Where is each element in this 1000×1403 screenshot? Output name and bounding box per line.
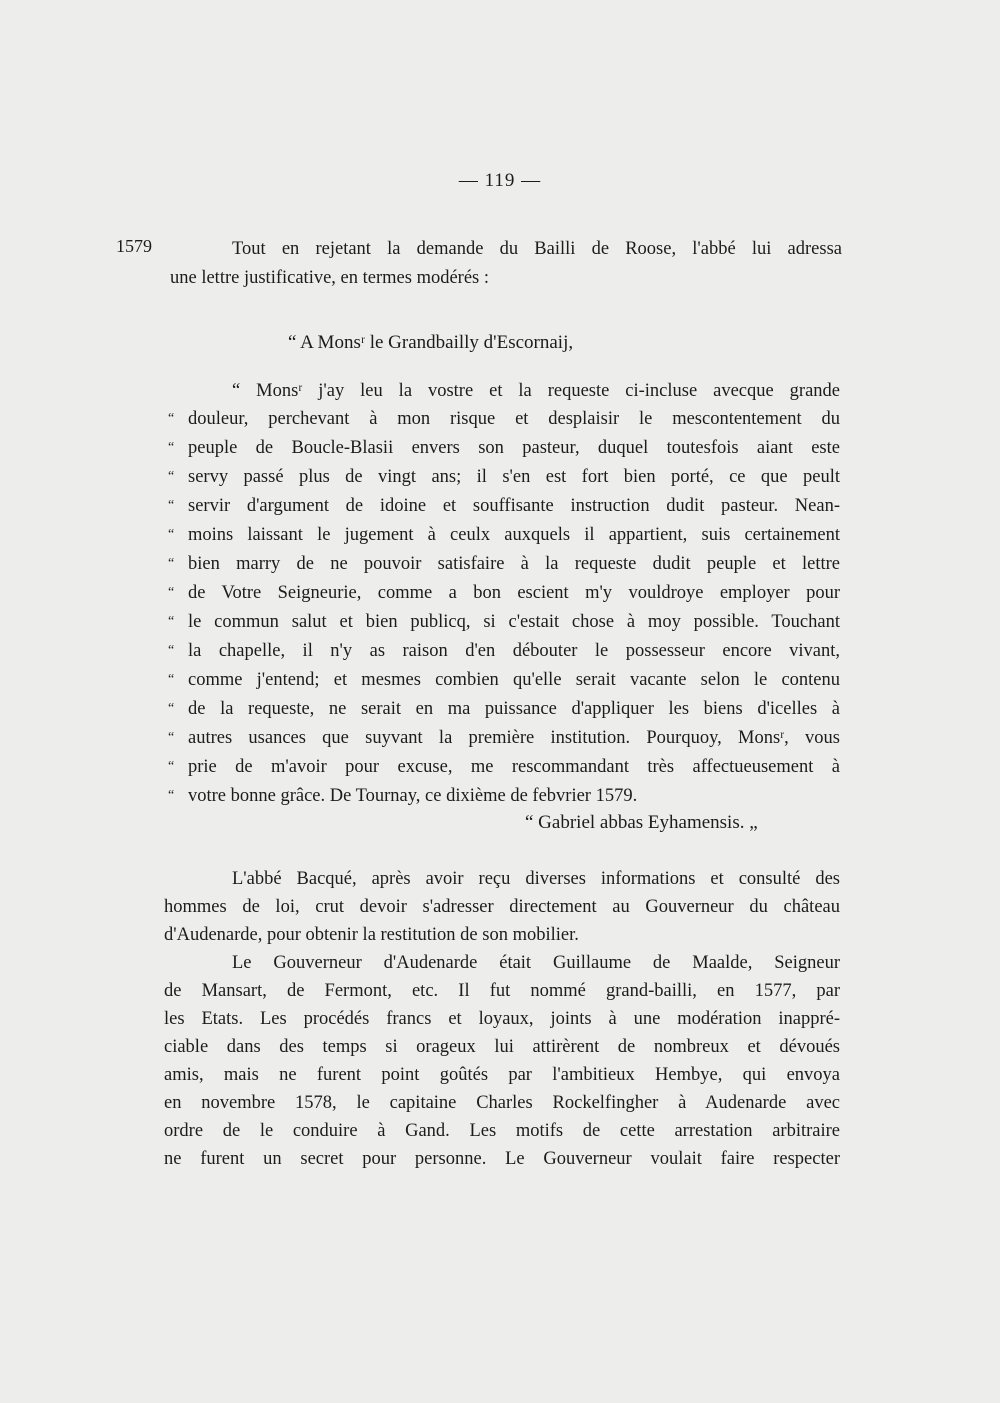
paragraph3-line-1: Le Gouverneur d'Audenarde était Guillaume de Maalde, Seigneur bbox=[232, 953, 840, 973]
paragraph2-line-1: L'abbé Bacqué, après avoir reçu diverses informations et consulté des bbox=[232, 869, 840, 889]
quote-mark: “ bbox=[168, 498, 175, 513]
quote-mark: “ bbox=[168, 759, 175, 774]
quote-mark: “ bbox=[168, 556, 175, 571]
letter-line-13: autres usances que suyvant la première institution. Pourquoy, Monsʳ, vous bbox=[188, 728, 840, 748]
letter-line-10: la chapelle, il n'y as raison d'en débouter le possesseur encore vivant, bbox=[188, 641, 840, 661]
quote-mark: “ bbox=[168, 585, 175, 600]
quote-mark: “ bbox=[168, 643, 175, 658]
paragraph3-line-2: de Mansart, de Fermont, etc. Il fut nommé grand-bailli, en 1577, par bbox=[164, 981, 840, 1001]
paragraph3-line-4: ciable dans des temps si orageux lui attirèrent de nombreux et dévoués bbox=[164, 1037, 840, 1057]
paragraph3-line-8: ne furent un secret pour personne. Le Gouverneur voulait faire respecter bbox=[164, 1149, 840, 1169]
page-number: — 119 — bbox=[458, 170, 542, 191]
paragraph3-line-6: en novembre 1578, le capitaine Charles Rockelfingher à Audenarde avec bbox=[164, 1093, 840, 1113]
letter-signature: “ Gabriel abbas Eyhamensis. „ bbox=[525, 812, 758, 833]
quote-mark: “ bbox=[168, 527, 175, 542]
intro-line-1: Tout en rejetant la demande du Bailli de Roose, l'abbé lui adressa bbox=[232, 239, 842, 259]
quote-mark: “ bbox=[168, 672, 175, 687]
letter-line-9: le commun salut et bien publicq, si c'estait chose à moy possible. Touchant bbox=[188, 612, 840, 632]
paragraph3-line-5: amis, mais ne furent point goûtés par l'ambitieux Hembye, qui envoya bbox=[164, 1065, 840, 1085]
quote-mark: “ bbox=[168, 788, 175, 803]
letter-line-1: “ Monsʳ j'ay leu la vostre et la requeste ci-incluse avecque grande bbox=[232, 381, 840, 401]
letter-line-4: servy passé plus de vingt ans; il s'en est fort bien porté, ce que peult bbox=[188, 467, 840, 487]
quote-mark: “ bbox=[168, 730, 175, 745]
letter-line-15: votre bonne grâce. De Tournay, ce dixième de febvrier 1579. bbox=[188, 786, 638, 806]
quote-mark: “ bbox=[168, 469, 175, 484]
quote-mark: “ bbox=[168, 614, 175, 629]
paragraph3-line-3: les Etats. Les procédés francs et loyaux, joints à une modération inappré- bbox=[164, 1009, 840, 1029]
letter-line-2: douleur, perchevant à mon risque et desplaisir le mescontentement du bbox=[188, 409, 840, 429]
paragraph2-line-2: hommes de loi, crut devoir s'adresser directement au Gouverneur du château bbox=[164, 897, 840, 917]
letter-line-12: de la requeste, ne serait en ma puissance d'appliquer les biens d'icelles à bbox=[188, 699, 840, 719]
paragraph3-line-7: ordre de le conduire à Gand. Les motifs de cette arrestation arbitraire bbox=[164, 1121, 840, 1141]
margin-year-note: 1579 bbox=[116, 236, 152, 256]
letter-line-14: prie de m'avoir pour excuse, me rescommandant très affectueusement à bbox=[188, 757, 840, 777]
letter-line-5: servir d'argument de idoine et souffisante instruction dudit pasteur. Nean- bbox=[188, 496, 840, 516]
intro-line-2: une lettre justificative, en termes modérés : bbox=[170, 268, 490, 288]
letter-line-11: comme j'entend; et mesmes combien qu'elle serait vacante selon le contenu bbox=[188, 670, 840, 690]
letter-line-3: peuple de Boucle-Blasii envers son pasteur, duquel toutesfois aiant este bbox=[188, 438, 840, 458]
quote-mark: “ bbox=[168, 440, 175, 455]
quote-mark: “ bbox=[168, 701, 175, 716]
letter-salutation: “ A Monsʳ le Grandbailly d'Escornaij, bbox=[288, 332, 574, 353]
letter-line-7: bien marry de ne pouvoir satisfaire à la requeste dudit peuple et lettre bbox=[188, 554, 840, 574]
letter-line-6: moins laissant le jugement à ceulx auxquels il appartient, suis certainement bbox=[188, 525, 840, 545]
paragraph2-line-3: d'Audenarde, pour obtenir la restitution de son mobilier. bbox=[164, 925, 579, 945]
quote-mark: “ bbox=[168, 411, 175, 426]
letter-line-8: de Votre Seigneurie, comme a bon escient m'y vouldroye employer pour bbox=[188, 583, 840, 603]
